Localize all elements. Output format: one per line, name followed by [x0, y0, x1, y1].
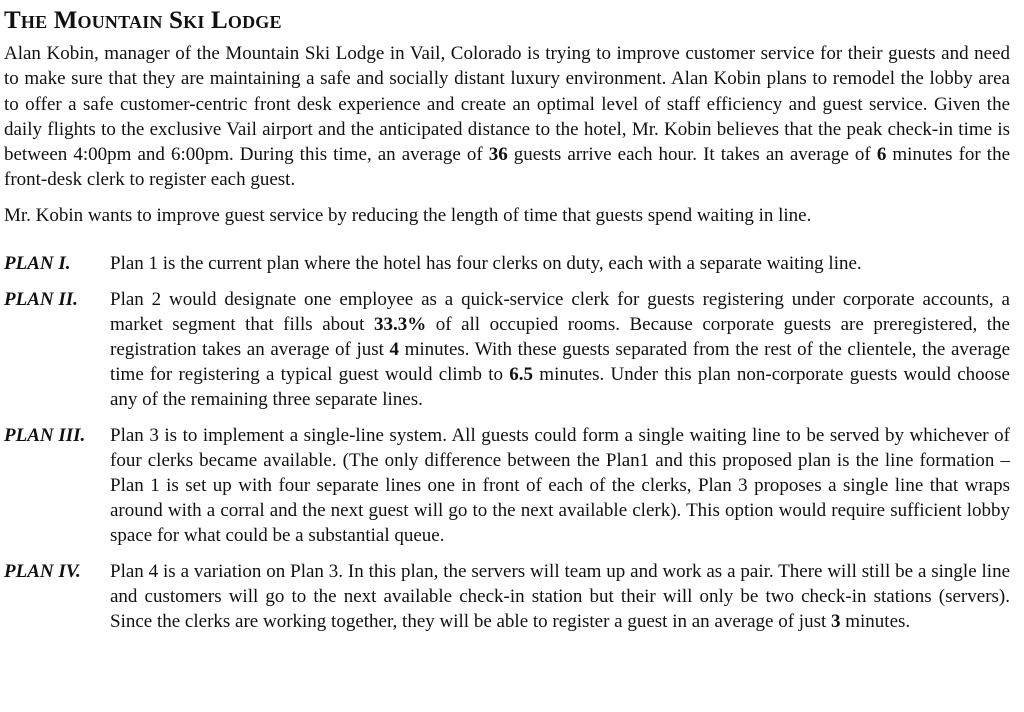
service-minutes-value: 6 — [876, 144, 887, 166]
corporate-minutes-value: 4 — [389, 339, 400, 361]
plan-text-segment: Plan 2 would designate one employee as a quick-service clerk for guests registering under corporate accounts, a market segment that fills about — [110, 289, 1010, 336]
plan-text-segment: of all occupied rooms. Because corporate guests are preregistered, the registration takes an average of just — [110, 314, 1010, 361]
plan-4 — [4, 559, 1010, 634]
intro-text-b: guests arrive each hour. It takes an average of — [507, 144, 877, 166]
plans-list — [4, 251, 1010, 634]
plan-text-segment: Plan 4 is a variation on Plan 3. In this plan, the servers will team up and work as a pair. There will still be a single line and customers will go to the next available check-in station but their will only be two check-in stations (servers). Since the clerks are working together, they will be able to register a guest in an average of just — [110, 561, 1010, 633]
intro-paragraph-2: Mr. Kobin wants to improve guest service by reducing the length of time that guests spend waiting in line. — [4, 204, 812, 226]
corporate-percent-value: 33.3% — [373, 314, 427, 336]
plan-1 — [4, 251, 1010, 276]
plan-label: PLAN II. — [4, 289, 78, 311]
plan-label: PLAN IV. — [4, 561, 81, 583]
plan-label: PLAN III. — [4, 425, 86, 447]
arrivals-value: 36 — [488, 144, 508, 166]
plan-text-segment: minutes. Under this plan non-corporate guests would choose any of the remaining three separate lines. — [110, 364, 1010, 411]
plan-description — [110, 559, 1010, 634]
plan-label: PLAN I. — [4, 253, 71, 275]
intro-text-c: minutes for the front-desk clerk to register each guest. — [4, 144, 1011, 191]
plan-3 — [4, 423, 1010, 548]
plan-description: Plan 1 is the current plan where the hotel has four clerks on duty, each with a separate waiting line. — [110, 253, 862, 275]
intro-text-a: Alan Kobin, manager of the Mountain Ski Lodge in Vail, Colorado is trying to improve customer service for their guests and need to make sure that they are maintaining a safe and socially distant luxury environment. Alan Kobin plans to remodel the lobby area to offer a safe customer-centric front desk experience and create an optimal level of staff efficiency and guest service. Given the daily flights to the exclusive Vail airport and the anticipated distance to the hotel, Mr. Kobin believes that the peak check-in time is between 4:00pm and 6:00pm. During this time, an average of — [4, 43, 1010, 166]
page-title: The Mountain Ski Lodge — [4, 7, 282, 34]
typical-minutes-value: 6.5 — [509, 364, 534, 386]
plan-description — [110, 287, 1010, 412]
plan-text-segment: minutes. With these guests separated from the rest of the clientele, the average time for registering a typical guest would climb to — [110, 339, 1011, 386]
pair-minutes-value: 3 — [831, 611, 841, 633]
plan-2 — [4, 287, 1010, 412]
intro-paragraph-1 — [4, 41, 1010, 193]
plan-text-segment: minutes. — [840, 611, 911, 633]
plan-description: Plan 3 is to implement a single-line system. All guests could form a single waiting line to be served by whichever of four clerks became available. (The only difference between the Plan1 and this proposed plan is the line formation – Plan 1 is set up with four separate lines one in front of each of the clerks, Plan 3 proposes a single line that wraps around with a corral and the next guest will go to the next available clerk). This option would require sufficient lobby space for what could be a substantial queue. — [110, 425, 1010, 547]
